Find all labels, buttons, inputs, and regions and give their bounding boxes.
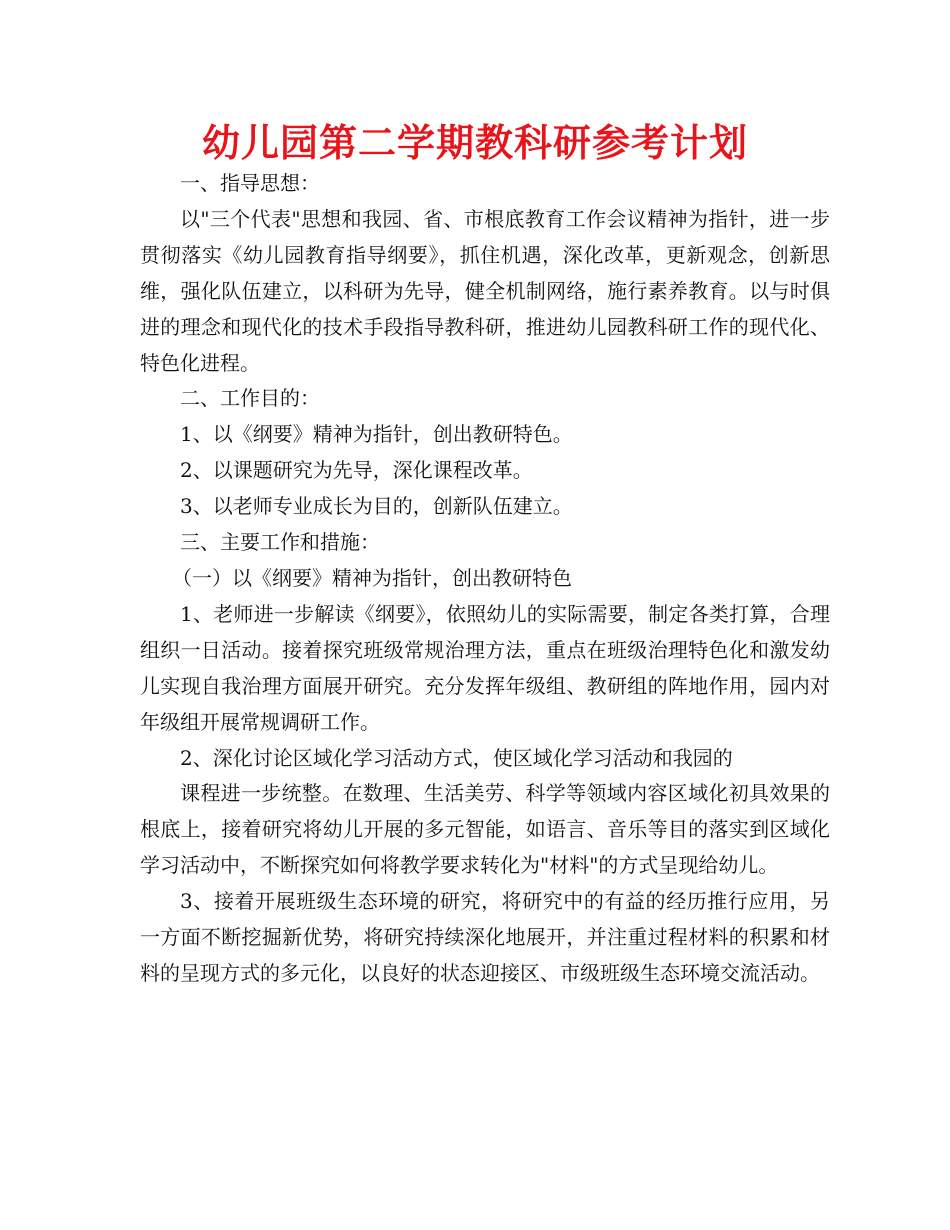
paragraph-item-1: 1、老师进一步解读《纲要》，依照幼儿的实际需要，制定各类打算，合理组织一日活动。接着探究班级常规治理方法，重点在班级治理特色化和激发幼儿实现自我治理方面展开研究。充分发挥年级组、教研组的阵地作用，园内对年级组开展常规调研工作。 <box>140 601 830 734</box>
goal-item-1: 1、以《纲要》精神为指针，创出教研特色。 <box>180 422 573 447</box>
section-heading-main-work: 三、主要工作和措施： <box>180 530 380 555</box>
paragraph-guiding-ideology: 以"三个代表"思想和我园、省、市根底教育工作会议精神为指针，进一步贯彻落实《幼儿园教育指导纲要》，抓住机遇，深化改革，更新观念，创新思维，强化队伍建立，以科研为先导，健全机制网络，施行素养教育。以与时俱进的理念和现代化的技术手段指导教科研，推进幼儿园教科研工作的现代化、特色化进程。 <box>140 206 830 375</box>
goal-item-2: 2、以课题研究为先导，深化课程改革。 <box>180 458 533 483</box>
paragraph-item-3: 3、接着开展班级生态环境的研究，将研究中的有益的经历推行应用，另一方面不断挖掘新优势，将研究持续深化地展开，并注重过程材料的积累和材料的呈现方式的多元化，以良好的状态迎接区、市级班级生态环境交流活动。 <box>140 889 830 985</box>
document-title: 幼儿园第二学期教科研参考计划 <box>201 121 748 165</box>
subsection-heading-1: （一）以《纲要》精神为指针，创出教研特色 <box>172 565 572 590</box>
section-heading-guiding-ideology: 一、指导思想： <box>180 171 320 195</box>
goal-item-3: 3、以老师专业成长为目的，创新队伍建立。 <box>180 494 573 519</box>
paragraph-item-2: 2、深化讨论区域化学习活动方式，使区域化学习活动和我园的 <box>180 745 733 770</box>
paragraph-item-2-continued: 课程进一步统整。在数理、生活美劳、科学等领域内容区域化初具效果的根底上，接着研究将幼儿开展的多元智能，如语言、音乐等目的落实到区域化学习活动中，不断探究如何将教学要求转化为"材料"的方式呈现给幼儿。 <box>140 781 830 878</box>
document-body <box>140 166 830 992</box>
section-heading-work-goals: 二、工作目的： <box>180 386 320 411</box>
